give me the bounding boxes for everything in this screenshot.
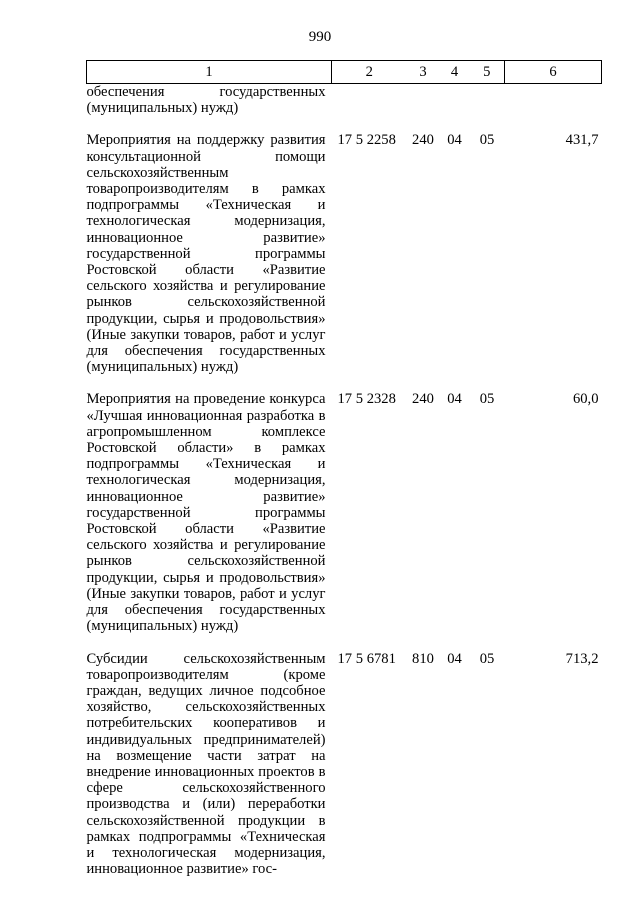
row-section: 04 xyxy=(447,650,462,667)
row-subsection: 05 xyxy=(479,650,495,667)
table-row xyxy=(87,651,602,878)
row-target-code: 17 5 2328 xyxy=(337,391,396,408)
continuation-text: обеспечения государственных (муниципальных) нужд) xyxy=(86,84,326,117)
table-row xyxy=(87,391,602,634)
row-target-code: 17 5 2258 xyxy=(337,132,396,149)
row-amount: 431,7 xyxy=(565,132,599,149)
row-amount: 713,2 xyxy=(565,650,599,667)
page-number: 990 xyxy=(308,29,332,45)
row-subsection: 05 xyxy=(479,391,495,408)
row-name: Субсидии сельскохозяйственным товаропроизводителям (кроме граждан, ведущих личное подсобное хозяйство, сельскохозяйственных потребительских кооперативов и индивидуальных предпринимателей) на возмещение части затрат на внедрение инновационных проектов в сфере сельскохозяйственного производства и (или) переработки сельскохозяйственной продукции в рамках подпрограммы «Техническая и технологическая модернизация, инновационное развитие» гос- xyxy=(86,650,326,878)
row-expense-type: 240 xyxy=(412,132,434,149)
row-section: 04 xyxy=(447,132,462,149)
continuation-row xyxy=(87,84,602,117)
row-name: Мероприятия на проведение конкурса «Лучшая инновационная разработка в агропромышленном комплексе Ростовской области» в рамках подпрограммы «Техническая и технологическая модернизация, инновационное развитие» государственной программы Ростовской области «Развитие сельского хозяйства и регулирование рынков сельскохозяйственной продукции, сырья и продовольствия» (Иные закупки товаров, работ и услуг для обеспечения государственных (муниципальных) нужд) xyxy=(86,391,326,635)
row-expense-type: 810 xyxy=(412,650,434,667)
column-header-2: 2 xyxy=(332,61,407,84)
table-header-row xyxy=(87,61,602,84)
table-row xyxy=(87,132,602,375)
column-header-4: 4 xyxy=(440,61,470,84)
column-header-5: 5 xyxy=(470,61,505,84)
row-section: 04 xyxy=(447,391,462,408)
row-amount: 60,0 xyxy=(572,391,599,408)
row-expense-type: 240 xyxy=(412,391,434,408)
column-header-6: 6 xyxy=(505,61,602,84)
row-subsection: 05 xyxy=(479,132,495,149)
column-header-3: 3 xyxy=(407,61,440,84)
row-target-code: 17 5 6781 xyxy=(337,650,396,667)
budget-table xyxy=(86,60,602,877)
row-name: Мероприятия на поддержку развития консультационной помощи сельскохозяйственным товаропроизводителям в рамках подпрограммы «Техническая и технологическая модернизация, инновационное развитие» государственной программы Ростовской области «Развитие сельского хозяйства и регулирование рынков сельскохозяйственной продукции, сырья и продовольствия» (Иные закупки товаров, работ и услуг для обеспечения государственных (муниципальных) нужд) xyxy=(86,132,326,376)
column-header-1: 1 xyxy=(87,61,332,84)
